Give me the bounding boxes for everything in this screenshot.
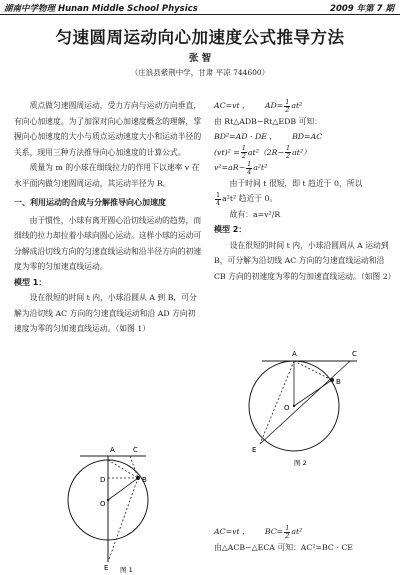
fig1-line-be xyxy=(108,478,138,562)
fig2-line-ob xyxy=(294,380,332,406)
author-affiliation: （庄浪县紫荆中学，甘肃 平凉 744600） xyxy=(130,68,270,77)
model-2-heading: 模型 2： xyxy=(214,225,247,234)
setup-paragraph: 质量为 m 的小球在细线拉力的作用下以速率 v 在水平面内做匀速圆周运动，其运动半径为 R。 xyxy=(14,163,200,188)
equation-v-squared: v²=aR− $\frac{1}{4}$ a²t² xyxy=(214,159,268,176)
fig1-point-o xyxy=(107,499,109,501)
fig2-label-o: O xyxy=(284,404,290,412)
model-2-paragraph: 设在很短的时间 t 内，小球沿圆周从 A 运动到 B，可分解为沿切线 AC 方向的匀速直线运动和沿 CB 方向的初速度为零的匀加速直线运动。（如图 2） xyxy=(214,240,396,281)
fig1-line-ob xyxy=(108,478,138,500)
model-1-paragraph: 设在很短的时间 t 内，小球沿圆从 A 到 B，可分解为沿切线 AC 方向的匀速直线运动和沿 AD 方向初速度为零的匀加速直线运动。（如图 1） xyxy=(14,293,197,333)
fig2-line-ab xyxy=(294,361,332,380)
result-formula: 故有：a=v²/R xyxy=(229,209,281,219)
figure-2 xyxy=(232,344,372,468)
left-column xyxy=(14,98,202,337)
fig2-point-b xyxy=(330,378,334,382)
fig2-caption: 图 2 xyxy=(294,459,307,467)
similarity-statement-1: 由 Rt△ADB∽Rt△EDB 可知： xyxy=(214,116,322,126)
intro-paragraph: 质点做匀速圆周运动，受力方向与运动方向垂直，有向心加速度。为了加深对向心加速度概念的理解，掌握向心加速度的大小与质点运动速度大小和运动半径的关系，现用三种方法推导向心加速度的计算公式。 xyxy=(14,101,202,157)
equation-vt-squared: (vt)² = $\frac{1}{2}$ at²（2R− $\frac{1}{2}$ at²） xyxy=(214,144,311,160)
fig2-label-e: E xyxy=(252,446,257,454)
fig1-label-e: E xyxy=(104,564,109,572)
similarity-statement-2: 由△ACB∽△ECA 可知：AC²=BC · CE xyxy=(214,542,353,552)
model-1-heading: 模型 1： xyxy=(14,277,47,287)
fig1-caption: 图 1 xyxy=(120,566,133,574)
inertia-paragraph: 由于惯性，小球有离开圆心沿切线运动的趋势，而细线的拉力却拉着小球向圆心运动。这样小球的运动可分解成沿切线方向的匀速直线运动和沿半径方向的初速度为零的匀加速直线运动。 xyxy=(14,215,202,271)
figure-1 xyxy=(58,438,168,575)
equation-ac-ad: AC=vt ， AD= $\frac{1}{2}$ at² xyxy=(214,97,303,114)
fig1-point-b xyxy=(136,476,140,480)
right-column-bottom xyxy=(214,524,394,555)
author-name: 张 智 xyxy=(188,53,212,64)
fig2-line-ae xyxy=(260,361,294,444)
equation-bd-squared: BD²=AD · DE ， BD=AC xyxy=(214,132,323,141)
limit-statement: 由于时间 t 很短，即 t 趋近于 0，所以 xyxy=(229,178,363,188)
equation-ac-bc: AC=vt ， BC= $\frac{1}{2}$ at² xyxy=(214,523,303,540)
issue-number: 2009 年第 7 期 xyxy=(330,4,394,14)
fig2-label-a: A xyxy=(292,350,297,358)
fig1-label-a: A xyxy=(110,446,115,454)
fig2-label-c: C xyxy=(352,350,357,358)
journal-name: 湖南中学物理 Hunan Middle School Physics xyxy=(4,4,198,14)
fig1-label-b: B xyxy=(142,476,147,484)
fig1-label-o: O xyxy=(100,500,106,508)
fig2-line-ce xyxy=(260,361,350,444)
section-heading-1: 一、利用运动的合成与分解推导向心加速度 xyxy=(14,198,166,207)
fig2-point-o xyxy=(293,405,295,407)
right-column xyxy=(214,98,394,284)
fig1-label-c: C xyxy=(133,446,138,454)
fig2-label-b: B xyxy=(336,378,341,386)
running-header xyxy=(0,0,400,15)
article-title: 匀速圆周运动向心加速度公式推导方法 xyxy=(55,28,345,47)
limit-term: $\frac{1}{4}$ a²t² 趋近于 0。 xyxy=(216,190,278,207)
fig1-label-d: D xyxy=(100,476,106,484)
